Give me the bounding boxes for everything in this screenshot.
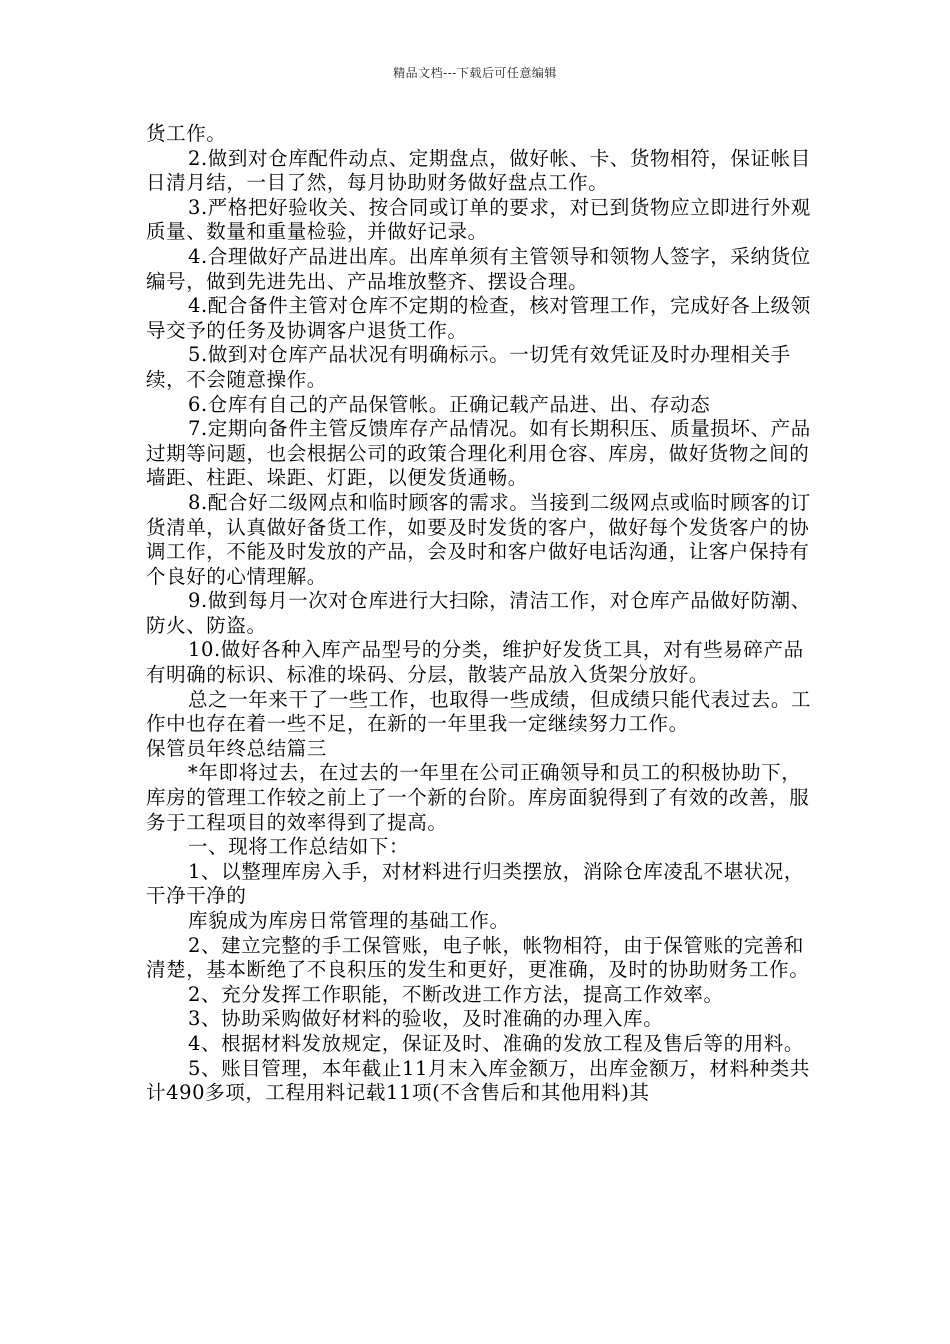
paragraph: 5、账目管理，本年截止11月末入库金额万，出库金额万，材料种类共计490多项，工程用料记载11项(不含售后和其他用料)其 [146, 1056, 810, 1105]
paragraph: 2、建立完整的手工保管账，电子帐，帐物相符，由于保管账的完善和清楚，基本断绝了不良积压的发生和更好，更准确，及时的协助财务工作。 [146, 933, 810, 982]
paragraph: *年即将过去，在过去的一年里在公司正确领导和员工的积极协助下，库房的管理工作较之前上了一个新的台阶。库房面貌得到了有效的改善，服务于工程项目的效率得到了提高。 [146, 761, 810, 834]
paragraph: 4.合理做好产品进出库。出库单须有主管领导和领物人签字，采纳货位编号，做到先进先出、产品堆放整齐、摆设合理。 [146, 244, 811, 293]
paragraph: 1、以整理库房入手，对材料进行归类摆放，消除仓库凌乱不堪状况，干净干净的 [146, 859, 805, 908]
paragraph: 货工作。 [146, 122, 227, 145]
document-body [146, 122, 814, 1106]
paragraph: 7.定期向备件主管反馈库存产品情况。如有长期积压、质量损坏、产品过期等问题，也会根据公司的政策合理化利用仓容、库房，做好货物之间的墙距、柱距、垛距、灯距，以便发货通畅。 [146, 417, 811, 490]
paragraph: 2、充分发挥工作职能，不断改进工作方法，提高工作效率。 [188, 982, 724, 1006]
paragraph: 9.做到每月一次对仓库进行大扫除，清洁工作，对仓库产品做好防潮、防火、防盗。 [146, 589, 811, 637]
paragraph: 3、协助采购做好材料的验收，及时准确的办理入库。 [188, 1007, 664, 1031]
paragraph: 一、现将工作总结如下： [188, 835, 410, 859]
paragraph: 2.做到对仓库配件动点、定期盘点，做好帐、卡、货物相符，保证帐目日清月结，一目了然，每月协助财务做好盘点工作。 [146, 146, 811, 195]
paragraph: 6.仓库有自己的产品保管帐。正确记载产品进、出、存动态 [188, 392, 711, 416]
paragraph: 10.做好各种入库产品型号的分类，维护好发货工具，对有些易碎产品有明确的标识、标准的垛码、分层，散装产品放入货架分放好。 [146, 638, 804, 687]
paragraph: 库貌成为库房日常管理的基础工作。 [188, 909, 510, 932]
paragraph: 总之一年来干了一些工作，也取得一些成绩，但成绩只能代表过去。工作中也存在着一些不足，在新的一年里我一定继续努力工作。 [146, 687, 812, 736]
paragraph: 保管员年终总结篇三 [146, 736, 327, 760]
paragraph: 4.配合备件主管对仓库不定期的检查，核对管理工作，完成好各上级领导交予的任务及协调客户退货工作。 [146, 294, 811, 342]
paragraph: 5.做到对仓库产品状况有明确标示。一切凭有效凭证及时办理相关手续，不会随意操作。 [146, 343, 791, 391]
paragraph: 4、根据材料发放规定，保证及时、准确的发放工程及售后等的用料。 [188, 1031, 805, 1055]
page-header: 精品文档---下载后可任意编辑 [393, 66, 557, 80]
paragraph: 3.严格把好验收关、按合同或订单的要求，对已到货物应立即进行外观质量、数量和重量检验，并做好记录。 [146, 195, 811, 244]
paragraph: 8.配合好二级网点和临时顾客的需求。当接到二级网点或临时顾客的订货清单，认真做好备货工作，如要及时发货的客户，做好每个发货客户的协调工作，不能及时发放的产品，会及时和客户做好电话沟通，让客户保持有个良好的心情理解。 [146, 490, 811, 588]
